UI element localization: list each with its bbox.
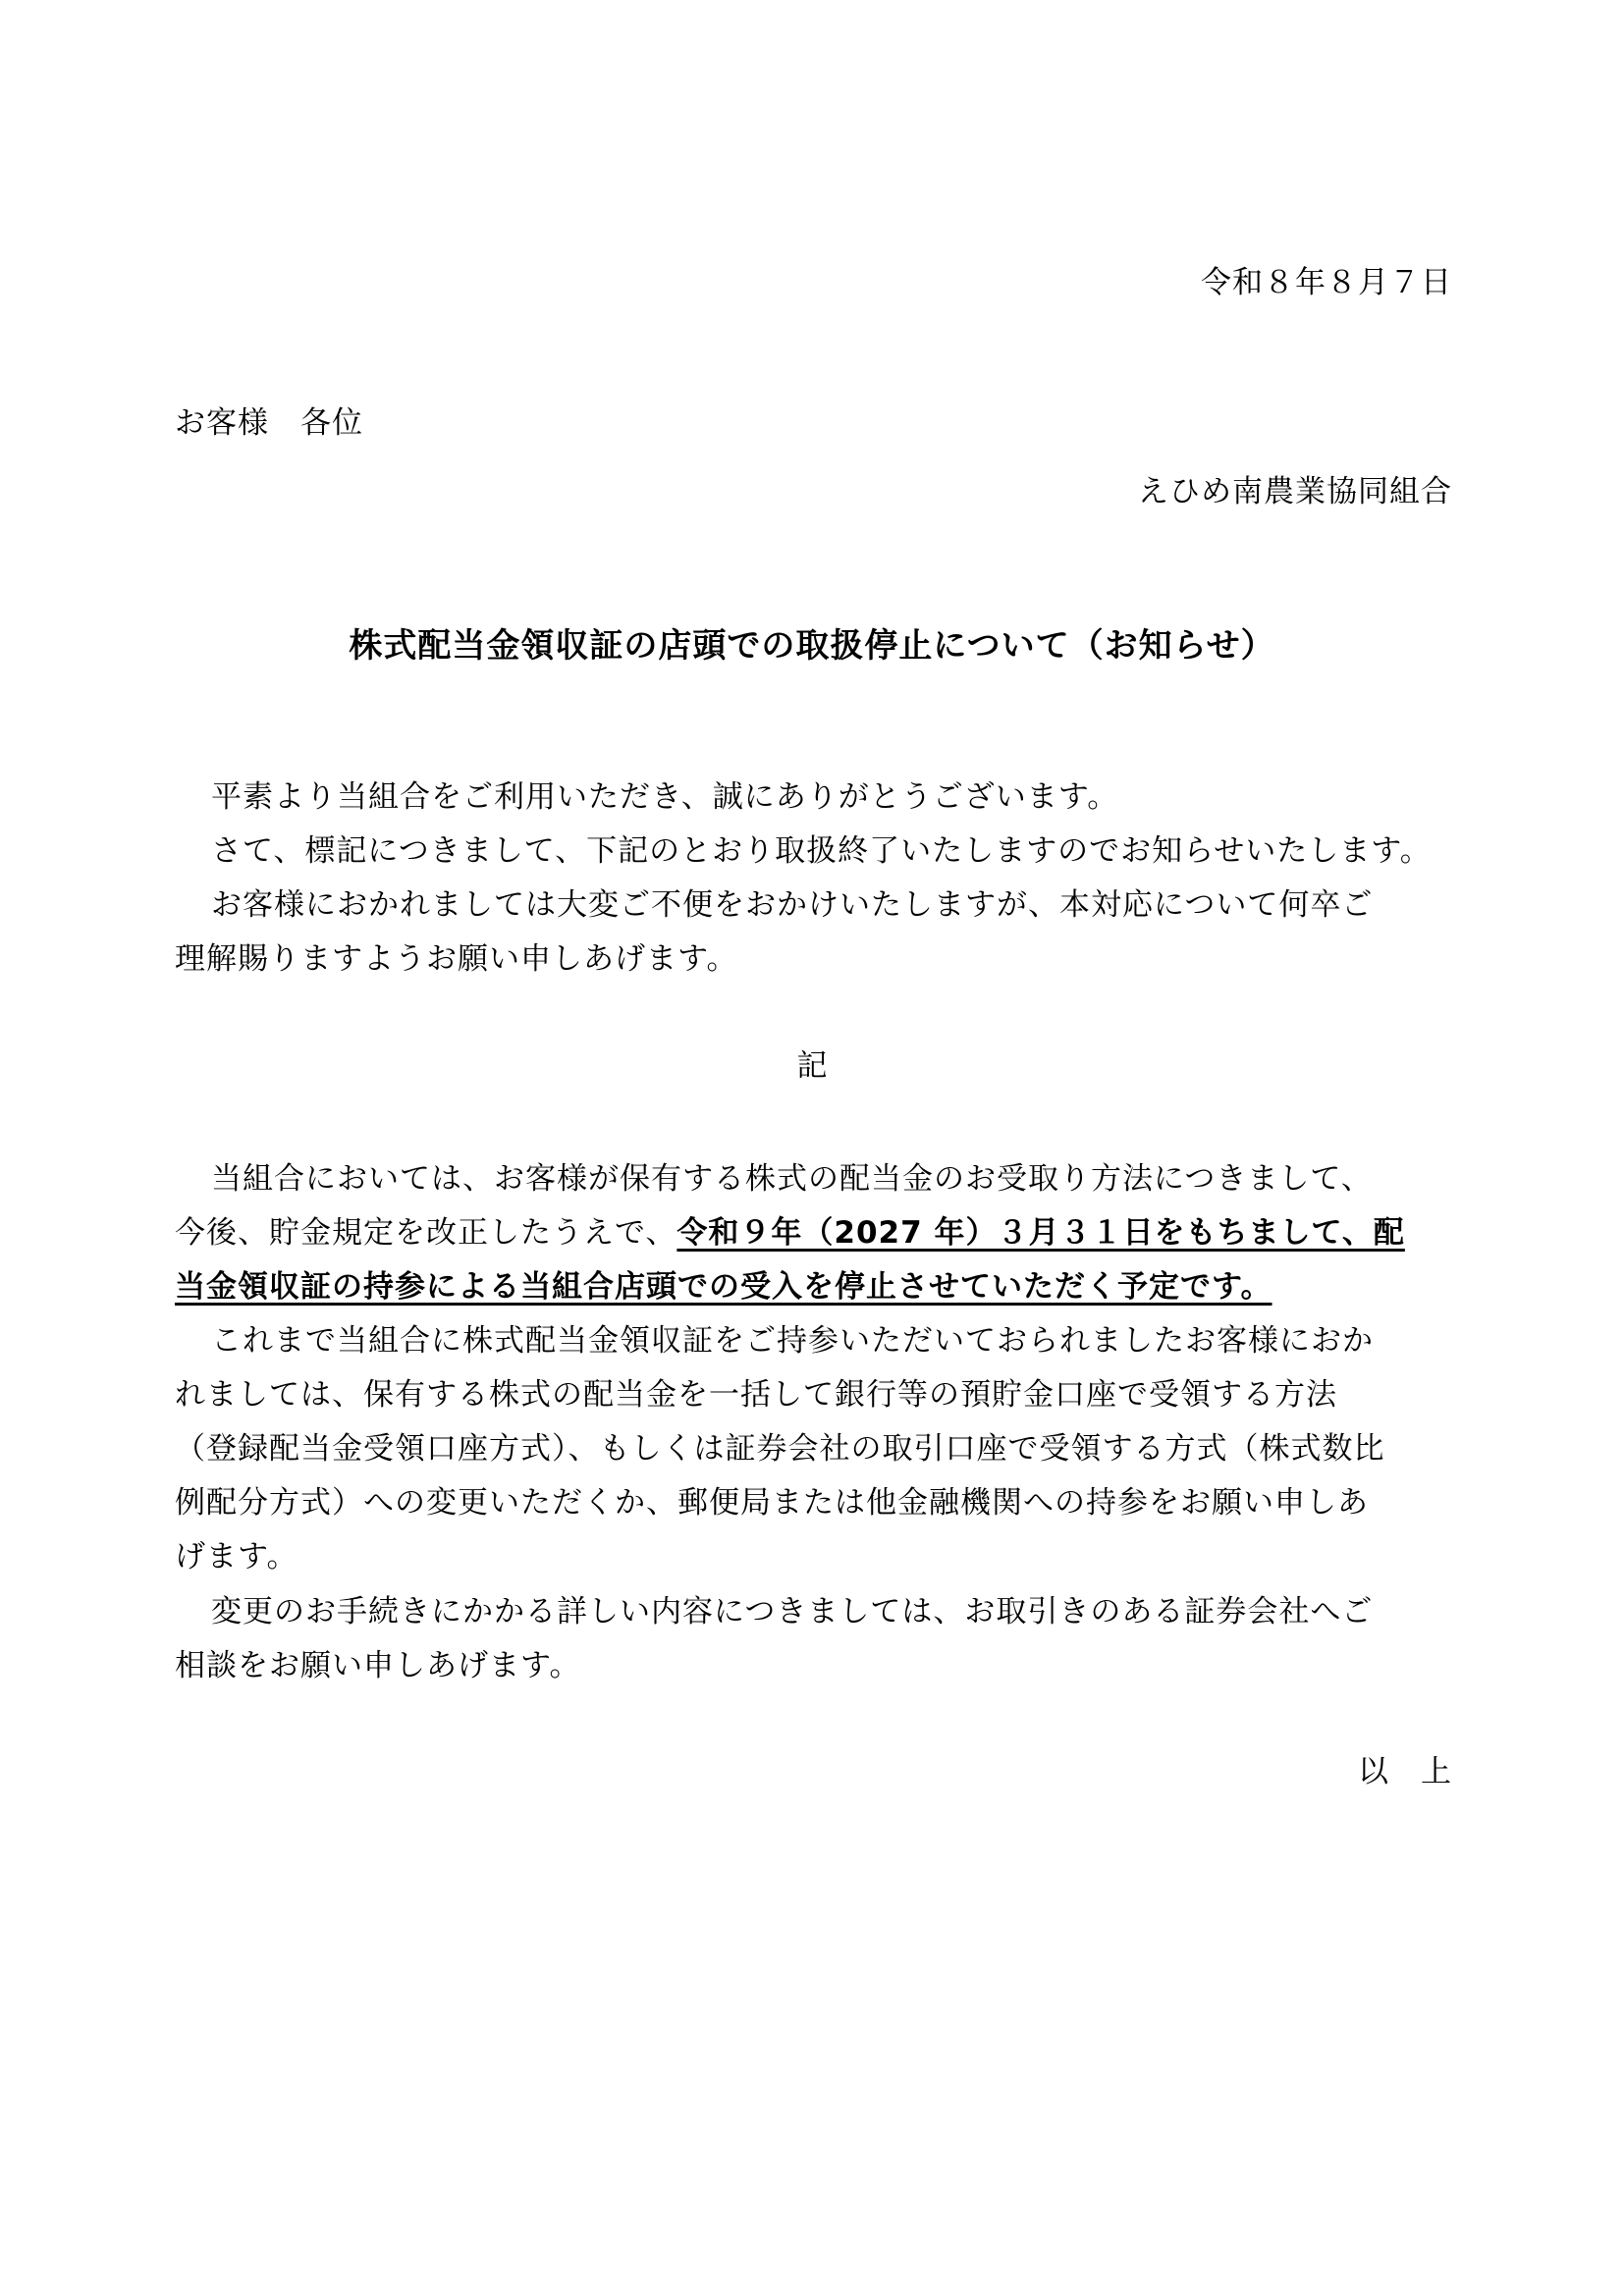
issue-date: 令和８年８月７日: [1201, 265, 1452, 300]
notice-emphasis-1: 令和９年（2027 年）３月３１日をもちまして、配: [677, 1215, 1405, 1251]
notice-line-2: [175, 1211, 1405, 1255]
change-line-5: げます。: [175, 1539, 298, 1575]
intro-line-2: さて、標記につきまして、下記のとおり取扱終了いたしますのでお知らせいたします。: [211, 833, 1432, 869]
intro-line-1: 平素より当組合をご利用いただき、誠にありがとうございます。: [211, 779, 1119, 815]
notice-line-3: [175, 1265, 1272, 1308]
change-line-2: れましては、保有する株式の配当金を一括して銀行等の預貯金口座で受領する方法: [175, 1377, 1337, 1413]
sender-organization: えひめ南農業協同組合: [1138, 474, 1452, 509]
notice-line-1: 当組合においては、お客様が保有する株式の配当金のお受取り方法につきまして、: [211, 1161, 1373, 1197]
notice-line-2-text: 今後、貯金規定を改正したうえで、: [175, 1215, 677, 1251]
notice-emphasis-2: 当金領収証の持参による当組合店頭での受入を停止させていただく予定です。: [175, 1269, 1272, 1305]
recipient: お客様 各位: [175, 405, 363, 441]
ki-heading: 記: [796, 1048, 828, 1084]
procedure-line-2: 相談をお願い申しあげます。: [175, 1648, 581, 1683]
change-line-3: （登録配当金受領口座方式）、もしくは証券会社の取引口座で受領する方式（株式数比: [175, 1431, 1385, 1467]
document-title: 株式配当金領収証の店頭での取扱停止について（お知らせ）: [349, 626, 1275, 666]
procedure-line-1: 変更のお手続きにかかる詳しい内容につきましては、お取引きのある証券会社へご: [211, 1594, 1374, 1629]
intro-line-3: お客様におかれましては大変ご不便をおかけいたしますが、本対応について何卒ご: [211, 887, 1374, 923]
change-line-1: これまで当組合に株式配当金領収証をご持参いただいておられましたお客様におか: [211, 1323, 1374, 1359]
intro-line-4: 理解賜りますようお願い申しあげます。: [175, 941, 738, 977]
closing-mark: 以 上: [1358, 1754, 1452, 1789]
change-line-4: 例配分方式）への変更いただくか、郵便局または他金融機関への持参をお願い申しあ: [175, 1485, 1369, 1521]
